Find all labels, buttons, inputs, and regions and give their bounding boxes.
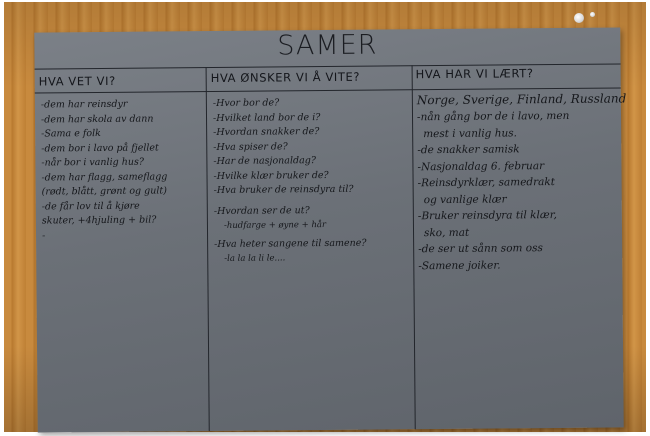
- list-item: -når bor i vanlig hus?: [41, 156, 144, 169]
- list-item: (rødt, blått, grønt og gult): [41, 185, 167, 198]
- list-item: Norge, Sverige, Finland, Russland: [416, 91, 627, 108]
- list-item: -de ser ut sånn som oss: [418, 242, 543, 256]
- list-item: -Reinsdyrklær, samedrakt: [417, 176, 556, 190]
- list-item: -dem bor i lavo på fjellet: [41, 141, 159, 155]
- poster-title: SAMER: [277, 29, 378, 62]
- list-item: -hudfarge + øyne + hår: [223, 220, 327, 231]
- column-learned: [417, 89, 628, 274]
- list-item: -dem har reinsdyr: [40, 98, 128, 111]
- column-wonder: [213, 96, 367, 267]
- list-item: -: [41, 229, 46, 242]
- list-item: -Hva heter sangene til samene?: [214, 237, 367, 250]
- list-item: -Hva bruker de reinsdyra til?: [213, 183, 354, 197]
- list-item: mest i vanlig hus.: [423, 126, 518, 140]
- column-heading: HVA HAR VI LÆRT?: [415, 66, 534, 82]
- poster: [34, 27, 627, 432]
- divider: [412, 65, 416, 429]
- list-item: og vanlige klær: [423, 192, 507, 206]
- list-item: -Hvor bor de?: [212, 97, 280, 110]
- list-item: -Har de nasjonaldag?: [213, 155, 316, 168]
- list-item: skuter, +4hjuling + bil?: [41, 214, 157, 227]
- list-item: -de får lov til å kjøre: [41, 200, 140, 213]
- pin-icon: [590, 12, 595, 17]
- list-item: -Bruker reinsdyra til klær,: [417, 209, 557, 223]
- list-item: -Hvordan ser de ut?: [213, 204, 310, 217]
- list-item: -Sama e folk: [41, 127, 101, 140]
- list-item: -nån gång bor de i lavo, men: [416, 109, 570, 124]
- list-item: -Samene joiker.: [418, 259, 501, 272]
- list-item: -de snakker samisk: [417, 143, 520, 157]
- divider: [206, 67, 210, 431]
- list-item: -Nasjonaldag 6. februar: [417, 159, 545, 173]
- column-known: [41, 97, 168, 243]
- list-item: sko, mat: [423, 226, 470, 239]
- list-item: -la la la li le....: [224, 253, 286, 264]
- list-item: -Hva spiser de?: [213, 140, 288, 153]
- list-item: -dem har skola av dann: [40, 113, 154, 126]
- pin-icon: [574, 13, 584, 23]
- list-item: -Hvilke klær bruker de?: [213, 169, 329, 182]
- column-heading: HVA ØNSKER VI Å VITE?: [210, 69, 361, 86]
- list-item: -Hvordan snakker de?: [213, 126, 320, 139]
- list-item: -Hvilket land bor de i?: [212, 111, 321, 124]
- list-item: -dem har flagg, sameflagg: [41, 170, 168, 184]
- column-heading: HVA VET VI?: [38, 73, 116, 89]
